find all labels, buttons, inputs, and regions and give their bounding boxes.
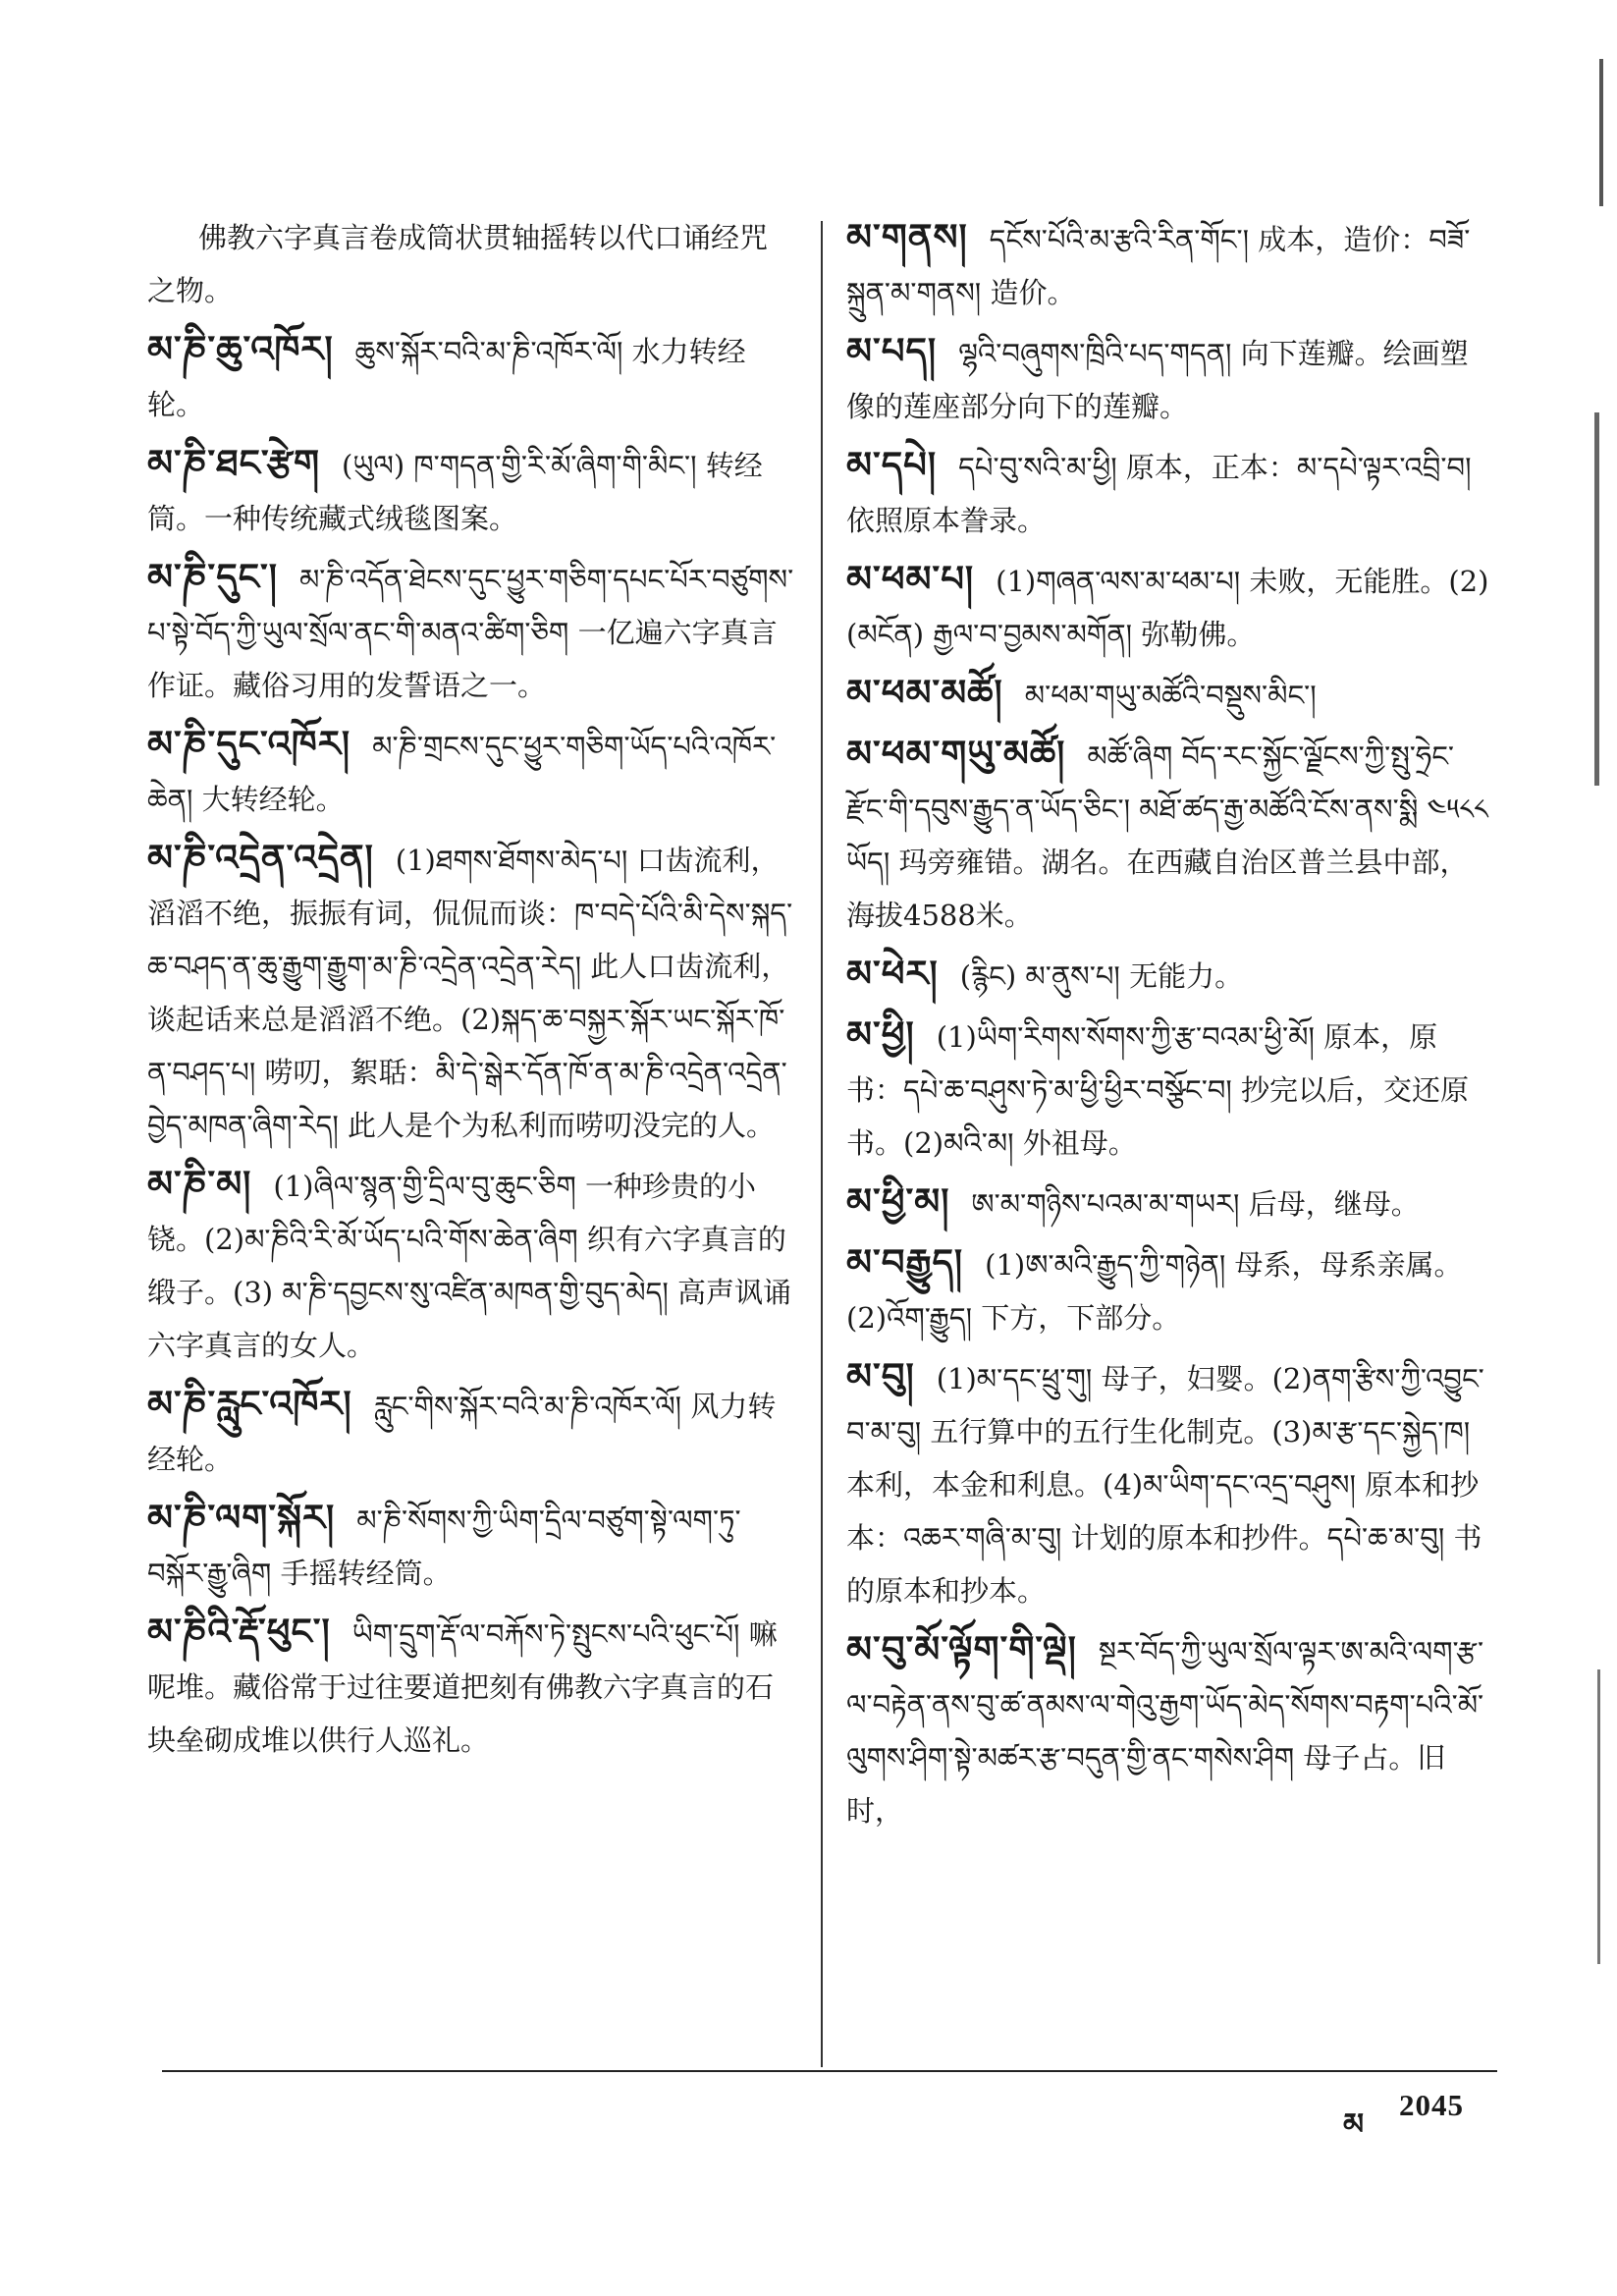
entry-headword: མ་ཎི་ཐང་རྩེག bbox=[147, 442, 321, 484]
entry-headword: མ་ཕམ་མཚོ། bbox=[846, 672, 1003, 714]
entry-definition: (1)ཨ་མའི་རྒྱུད་ཀྱི་གཉེན། 母系，母系亲属。(2)འོག་རྒྱུད། 下方，下部分。 bbox=[846, 1248, 1463, 1335]
entry-headword: མ་ཕམ་གཡུ་མཚོ། bbox=[846, 733, 1066, 775]
entry-headword: མ་བརྒྱུད། bbox=[846, 1241, 964, 1284]
entry-definition: (1)གཞན་ལས་མ་ཕམ་པ། 未败，无能胜。(2)(མངོན) རྒྱལ་བ་བྱམས་མགོན། 弥勒佛。 bbox=[846, 565, 1489, 651]
entry-headword: མ་ཎི་དུང་། bbox=[147, 556, 278, 598]
footer-rule bbox=[162, 2070, 1497, 2072]
dictionary-entry bbox=[147, 718, 795, 826]
entry-headword: མ་ཎི་དུང་འཁོར། bbox=[147, 723, 351, 765]
entry-headword: མ་བུ་མོ་ལྟོག་གི་ལྡེ། bbox=[846, 1628, 1077, 1670]
entry-definition: (1)ཡིག་རིགས་སོགས་ཀྱི་རྩ་བའམ་ཕྱི་མོ། 原本，原书：དཔེ་ཆ་བཤུས་ཏེ་མ་ཕྱི་ཕྱིར་བསྩོང་བ། 抄完以后，交还原书。(2)མའི་མ། 外祖母。 bbox=[846, 1020, 1470, 1160]
entry-headword: མ་པད། bbox=[846, 330, 938, 372]
entry-definition: མ་ཎི་འདོན་ཐེངས་དུང་ཕྱུར་གཅིག་དཔང་པོར་བཙུགས་པ་སྟེ་བོད་ཀྱི་ཡུལ་སྲོལ་ནང་གི་མནའ་ཚིག་ཅིག 一亿遍六字真言作证。藏俗习用的发誓语之一。 bbox=[147, 563, 794, 702]
dictionary-entry bbox=[846, 553, 1489, 661]
entry-headword: མ་ཎི་མ། bbox=[147, 1163, 252, 1205]
footer-section-letter: མ bbox=[1343, 2107, 1365, 2142]
entry-definition: ཨ་མ་གཉིས་པའམ་མ་གཡར། 后母，继母。 bbox=[971, 1187, 1420, 1221]
dictionary-entry bbox=[846, 667, 1489, 722]
entry-headword: མ་ཎིའི་རྡོ་ཕུང་། bbox=[147, 1611, 331, 1653]
entry-definition: (1)ཞིལ་སྙན་གྱི་དྲིལ་བུ་ཆུང་ཅིག 一种珍贵的小铙。(2)མ་ཎིའི་རི་མོ་ཡོད་པའི་གོས་ཆེན་ཞིག 织有六字真言的缎子。(3) མ་ཎི་དབྱངས་སུ་འཛིན་མཁན་གྱི་བུད་མེད། 高声讽诵六字真言的女人。 bbox=[147, 1170, 792, 1362]
left-column bbox=[147, 211, 795, 1773]
entry-definition: (1)མ་དང་ཕྲུ་གུ། 母子，妇婴。(2)ནག་རྩིས་ཀྱི་འབྱུང་བ་མ་བུ། 五行算中的五行生化制克。(3)མ་རྩ་དང་སྐྱེད་ཁ། 本利，本金和利息。(4)མ་ཡིག་དང་འདྲ་བཤུས། 原本和抄本：འཆར་གཞི་མ་བུ། 计划的原本和抄件。དཔེ་ཆ་མ་བུ། 书的原本和抄本。 bbox=[846, 1362, 1484, 1608]
entry-definition: (ཡུལ) ཁ་གདན་གྱི་རི་མོ་ཞིག་གི་མིང་། 转经筒。一种传统藏式绒毯图案。 bbox=[147, 449, 763, 535]
dictionary-entry bbox=[846, 439, 1489, 547]
entry-definition: (རྙིང) མ་ནུས་པ། 无能力。 bbox=[959, 959, 1244, 993]
column-divider bbox=[821, 221, 823, 2067]
entry-definition: ལྷའི་བཞུགས་ཁྲིའི་པད་གདན། 向下莲瓣。绘画塑像的莲座部分向下的莲瓣。 bbox=[846, 337, 1469, 423]
entry-headword: མ་ཎི་རླུང་འཁོར། bbox=[147, 1383, 352, 1425]
dictionary-entry bbox=[147, 1378, 795, 1486]
entry-definition: རླུང་གིས་སྐོར་བའི་མ་ཎི་འཁོར་ལོ། 风力转经轮。 bbox=[147, 1390, 777, 1476]
entry-definition: མ་ཎི་སོགས་ཀྱི་ཡིག་དྲིལ་བཙུག་སྟེ་ལག་ཏུ་བསྐོར་རྒྱུ་ཞིག 手摇转经筒。 bbox=[147, 1503, 741, 1590]
dictionary-entry bbox=[147, 551, 795, 712]
dictionary-entry bbox=[846, 1175, 1489, 1230]
dictionary-entry bbox=[846, 1623, 1489, 1837]
dictionary-entry bbox=[846, 1350, 1489, 1617]
entry-definition: དཔེ་བུ་སའི་མ་ཕྱི། 原本，正本：མ་དཔེ་ལྟར་འབྲི་བ། 依照原本誊录。 bbox=[846, 451, 1472, 537]
entry-headword: མ་ཎི་ལག་སྐོར། bbox=[147, 1497, 336, 1539]
entry-headword: མ་ཕམ་པ། bbox=[846, 558, 975, 600]
dictionary-entry bbox=[147, 1606, 795, 1767]
entry-definition: ཡིག་དྲུག་རྡོ་ལ་བརྐོས་ཏེ་སྤུངས་པའི་ཕུང་པོ། 嘛呢堆。藏俗常于过往要道把刻有佛教六字真言的石块垒砌成堆以供行人巡礼。 bbox=[147, 1617, 778, 1757]
page-number: 2045 bbox=[1399, 2088, 1464, 2122]
entry-headword: མ་ཕྱི་མ། bbox=[846, 1180, 950, 1223]
entry-headword: མ་ཎི་ཆུ་འཁོར། bbox=[147, 328, 334, 370]
entry-headword: མ་ཕྱི། bbox=[846, 1013, 915, 1056]
dictionary-entry bbox=[147, 832, 795, 1152]
entry-headword: མ་ཕེར། bbox=[846, 953, 939, 995]
entry-headword: མ་ཎི་འདྲེན་འདྲེན། bbox=[147, 837, 374, 879]
entry-definition: མ་ཎི་གྲངས་དུང་ཕྱུར་གཅིག་ཡོད་པའི་འཁོར་ཆེན། 大转经轮。 bbox=[147, 730, 777, 816]
dictionary-entry bbox=[846, 948, 1489, 1003]
entry-definition: (1)ཐགས་ཐོགས་མེད་པ། 口齿流利，滔滔不绝，振振有词，侃侃而谈：ཁ་བདེ་པོའི་མི་དེས་སྐད་ཆ་བཤད་ན་ཆུ་རྒྱུག་རྒྱུག་མ་ཎི་འདྲེན་འདྲེན་རེད། 此人口齿流利，谈起话来总是滔滔不绝。(2)སྐད་ཆ་བསྐྱར་སྐོར་ཡང་སྐོར་ཁོ་ན་བཤད་པ། 唠叨，絮聒：མི་དེ་སྒེར་དོན་ཁོ་ན་མ་ཎི་འདྲེན་འདྲེན་བྱེད་མཁན་ཞིག་རེད། 此人是个为私利而唠叨没完的人。 bbox=[147, 844, 793, 1142]
entry-definition: སྔར་བོད་ཀྱི་ཡུལ་སྲོལ་ལྟར་ཨ་མའི་ལག་རྩ་ལ་བརྟེན་ནས་བུ་ཚ་ནམས་ལ་གེའུ་རྒྱག་ཡོད་མེད་སོགས་བརྟག་པའི་མོ་ལུགས་ཤིག་སྟེ་མཚར་རྩ་བདུན་གྱི་ནང་གསེས་ཤིག 母子占。旧时， bbox=[846, 1635, 1484, 1828]
entry-headword: མ་གནས། bbox=[846, 216, 968, 258]
dictionary-entry bbox=[147, 1492, 795, 1600]
entry-headword: མ་བུ། bbox=[846, 1355, 915, 1397]
dictionary-entry bbox=[846, 1009, 1489, 1170]
entry-definition: 佛教六字真言卷成筒状贯轴摇转以代口诵经咒之物。 bbox=[147, 221, 769, 307]
entry-definition: མ་ཕམ་གཡུ་མཚོའི་བསྡུས་མིང་། bbox=[1024, 679, 1317, 712]
dictionary-entry bbox=[147, 323, 795, 431]
entry-definition: ཆུས་སྐོར་བའི་མ་ཎི་འཁོར་ལོ། 水力转经轮。 bbox=[147, 335, 746, 421]
entry-definition: དངོས་པོའི་མ་རྩའི་རིན་གོང་། 成本，造价：བཟོ་སྐྲུན་མ་གནས། 造价。 bbox=[846, 223, 1471, 309]
dictionary-entry bbox=[147, 1158, 795, 1372]
dictionary-entry bbox=[846, 325, 1489, 433]
entry-definition: མཚོ་ཞིག བོད་རང་སྐྱོང་ལྗོངས་ཀྱི་སྤུ་ཧྲེང་རྫོང་གི་དབུས་རྒྱུད་ན་ཡོད་ཅིང་། མཐོ་ཚད་རྒྱ་མཚོའི་ངོས་ནས་སྨི ༤༥༨༨ ཡོད། 玛旁雍错。湖名。在西藏自治区普兰县中部，海拔4588米。 bbox=[846, 739, 1488, 932]
dictionary-entry bbox=[846, 728, 1489, 942]
entry-headword: མ་དཔེ། bbox=[846, 444, 938, 486]
dictionary-entry bbox=[147, 211, 795, 317]
dictionary-entry bbox=[846, 1236, 1489, 1344]
dictionary-entry bbox=[846, 211, 1489, 319]
scan-edge-marks bbox=[1591, 0, 1617, 2296]
right-column bbox=[846, 211, 1489, 1843]
dictionary-entry bbox=[147, 437, 795, 545]
